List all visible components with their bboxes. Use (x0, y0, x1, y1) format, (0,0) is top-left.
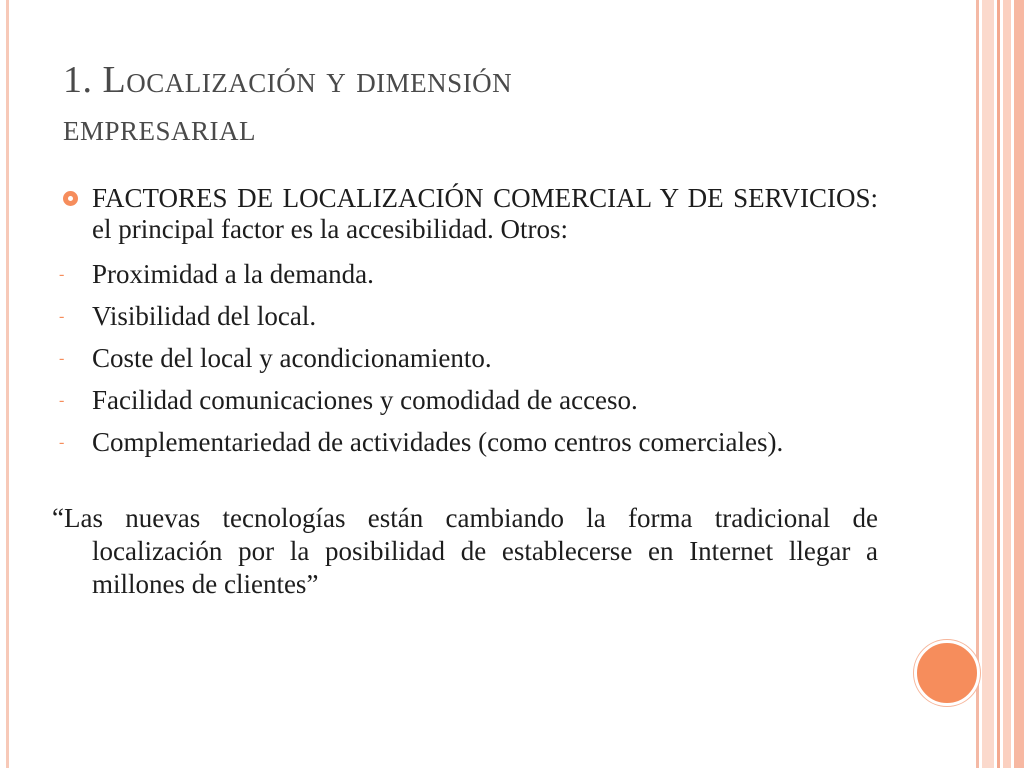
list-item-text: Proximidad a la demanda. (92, 259, 374, 289)
slide-title (63, 56, 903, 152)
slide-content (52, 183, 878, 601)
dash-bullet-icon: - (59, 392, 65, 409)
decorative-circle (914, 640, 980, 706)
circle-bullet-icon (63, 191, 78, 206)
stripe (1014, 0, 1024, 768)
list-item (52, 427, 878, 458)
list-item (52, 259, 878, 290)
list-item-text: Facilidad comunicaciones y comodidad de acceso. (92, 385, 638, 415)
dash-bullet-icon: - (59, 308, 65, 325)
list-item-text: Coste del local y acondicionamiento. (92, 343, 492, 373)
stripe (982, 0, 994, 768)
title-line-1: 1. Localización y dimensión (63, 59, 513, 101)
right-decorative-stripes (976, 0, 1024, 768)
list-item (52, 301, 878, 332)
list-item (52, 343, 878, 374)
left-border-line (6, 0, 9, 768)
dash-bullet-icon: - (59, 350, 65, 367)
dash-bullet-icon: - (59, 434, 65, 451)
main-bullet-text: FACTORES DE LOCALIZACIÓN COMERCIAL Y DE SERVICIOS: el principal factor es la accesibilidad. Otros: (92, 183, 878, 244)
quote-paragraph: “Las nuevas tecnologías están cambiando la forma tradicional de localización por la posibilidad de establecerse en Internet llegar a millones de clientes” (52, 503, 878, 599)
title-line-2: empresarial (63, 107, 257, 149)
dash-bullet-icon: - (59, 266, 65, 283)
stripe (976, 0, 979, 768)
stripe (997, 0, 1000, 768)
main-bullet (52, 183, 878, 245)
list-item (52, 385, 878, 416)
stripe (1003, 0, 1011, 768)
list-item-text: Visibilidad del local. (92, 301, 317, 331)
list-item-text: Complementariedad de actividades (como centros comerciales). (92, 427, 784, 457)
